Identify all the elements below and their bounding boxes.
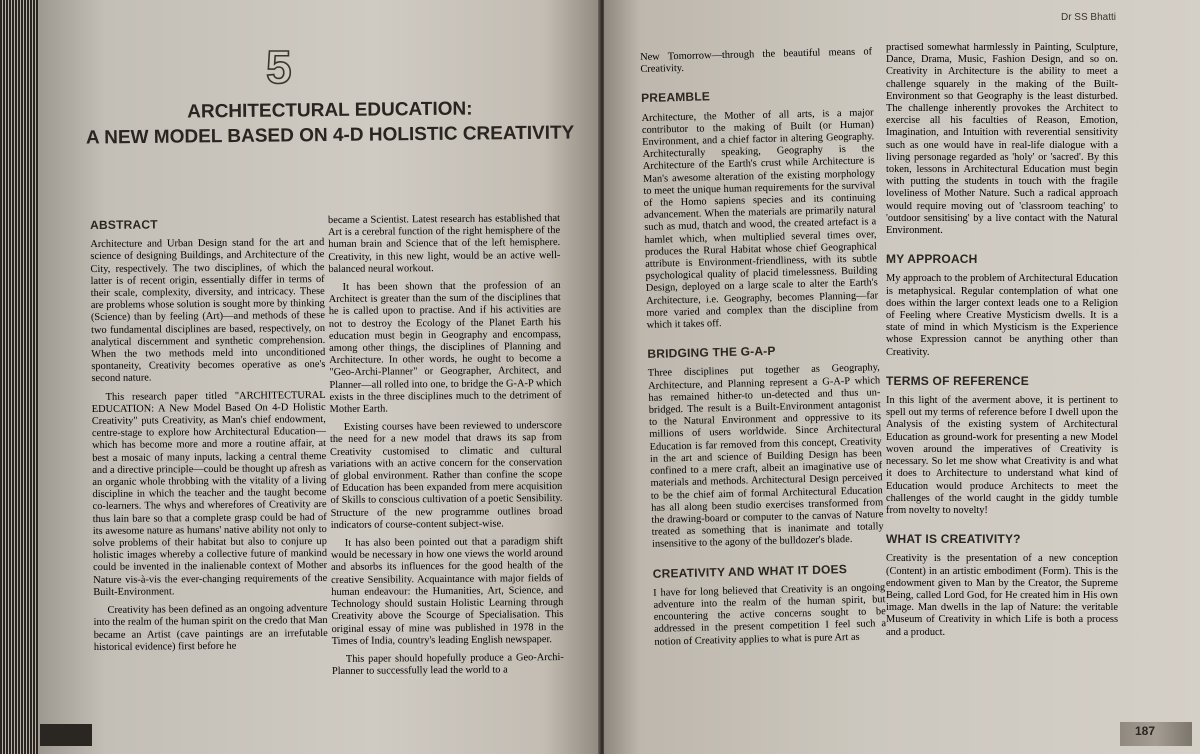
paragraph: Creativity has been defined as an ongoing adventure into the realm of the human spirit on the credo that Man became an Artist (cave paintings are an irrefutable historical evidence) first before he — [93, 603, 328, 653]
paragraph: Existing courses have been reviewed to underscore the need for a new model that draws its sap from Creativity customised to climatic and cultural variations with an active concern for the conservation of global environment. Rather than confine the scope of Education has been expanded from mere acquisition of Skills to conscious cultivation of a poetic Sensibility. Structure of the new programme outlines broad indicators of course-content subject-wise. — [329, 420, 563, 531]
heading-preamble: PREAMBLE — [640, 89, 711, 106]
paragraph: It has been shown that the profession of an Architect is greater than the sum of the disciplines that he is called upon to practise. And if his activities are not to destroy the Ecology of the Planet Earth his education must begin in Geography and encompass, among other things, the disciplines of Planning and Architecture. In other words, he ought to become a "Geo-Archi-Planner" or Geographer, Architect, and Planner—all rolled into one, to bridge the G-A-P which exists in the three disciplines much to the detriment of Mother Earth. — [328, 280, 562, 416]
heading-bridging-the-gap: BRIDGING THE G-A-P — [647, 344, 776, 362]
chapter-number: 5 — [266, 41, 292, 93]
paragraph: Architecture and Urban Design stand for the art and science of designing Buildings, and Architecture of the City, respectively. The two disciplines, of which the latter is of recent origin, essentially differ in terms of their scale, complexity, diversity, and intricacy. These are problems whose solution is sought more by thinking (Science) than by feeling (Art)—and methods of these two fundamental disciplines are based, respectively, on analytical discernment and synthetic comprehension. When the two methods meld into unconditioned spontaneity, Creativity becomes operative as one's second nature. — [90, 237, 326, 385]
chapter-title-line1: ARCHITECTURAL EDUCATION: — [187, 98, 473, 123]
paragraph: Architecture, the Mother of all arts, is a major contributor to the making of Built (or Human) Environment, and a chief factor in altering Geography. Architecturally speaking, Geography is the Architecture of the Earth's crust while Architecture is Man's awesome alteration of the existing morphology to meet the unique human requirements for the survival of the Homo sapiens species and its continuing advancement. When the materials are primarily natural such as mud, thatch and wood, the created artefact is a hamlet which, when multiplied several times over, produces the Rural Habitat whose chief Geographical attribute is Environment-friendliness, with its subtle psychological quality of placid timelessness. Building Design, deployed on a large scale to alter the Earth's Architecture, i.e. Geography, becomes Planning—far more varied and complex than the discipline from which it takes off. — [641, 106, 879, 331]
paragraph: My approach to the problem of Architectural Education is metaphysical. Regular contemplation of what one does within the larger context leads one to a Religion of Feeling where Creative Mysticism dwells. It is a state of mind in which Mysticism is the Experience whose Expression cannot be anything other than Creativity. — [886, 273, 1118, 358]
heading-my-approach: MY APPROACH — [886, 252, 978, 267]
paragraph: practised somewhat harmlessly in Painting, Sculpture, Dance, Drama, Music, Fashion Design, and so on. Creativity in Architecture is the ability to meet a challenge squarely in the making of the Built-Environment so that Geography is the least disturbed. The challenge inherently provokes the Architect to exercise all his faculties of Reason, Emotion, Imagination, and Intuition with reverential sensitivity such as one would have in real-life dialogue with a living personage regarded as 'holy' or 'sacred'. By this token, lessons in Architectural Education must begin with putting the students in touch with the fragile loveliness of Mother Nature. Such a radical approach would require moving out of 'classroom teaching' to 'outdoor sensitising' by a live contact with the Natural Environment. — [886, 42, 1118, 237]
page-edges — [0, 0, 38, 754]
paragraph: New Tomorrow—through the beautiful means of Creativity. — [640, 46, 873, 76]
heading-abstract: ABSTRACT — [90, 217, 158, 233]
right-column-1 — [640, 46, 887, 654]
chapter-title — [70, 95, 590, 150]
heading-terms-of-reference: TERMS OF REFERENCE — [886, 373, 1029, 388]
paragraph: became a Scientist. Latest research has established that Art is a cerebral function of the right hemisphere of the human brain and Science that of the left hemisphere. Creativity, in this new light, would be an active well-balanced neural workout. — [327, 212, 561, 275]
left-folio-bar — [40, 724, 92, 746]
paragraph: In this light of the averment above, it is pertinent to spell out my terms of reference before I dwell upon the Analysis of the existing system of Architectural Education as ground-work for presenting a new Model woven around the imperatives of Creativity is necessary. So let me show what Creativity is and what it does to Architecture to understand what kind of Education would produce Architects to meet the challenges of the world caught in the giddy tumble from novelty to novelty! — [886, 395, 1118, 516]
heading-what-is-creativity: WHAT IS CREATIVITY? — [886, 532, 1021, 547]
page-number: 187 — [1134, 724, 1156, 738]
left-column-2 — [328, 213, 564, 684]
right-column-2 — [886, 42, 1118, 645]
paragraph: I have for long believed that Creativity is an ongoing adventure into the realm of the human spirit, but encountering the active concerns sought to be addressed in the present competition I feel such a notion of Creativity applies to what is pure Art as — [653, 581, 887, 648]
paragraph: It has also been pointed out that a paradigm shift would be necessary in how one views the world around and absorbs its influences for the good health of the creative Sensibility. Acquaintance with major fields of human endeavour: the Humanities, Art, Science, and Technology should sustain Holistic Learning through Creativity above the Scourge of Specialisation. This original essay of mine was published in 1978 in the Times of India, country's leading English newspaper. — [330, 536, 564, 647]
heading-creativity-and-what-it-does: CREATIVITY AND WHAT IT DOES — [652, 561, 848, 581]
paragraph: This paper should hopefully produce a Geo-Archi-Planner to successfully lead the world to a — [331, 651, 564, 678]
paragraph: Three disciplines put together as Geography, Architecture, and Planning represent a G-A-P which has remained hither-to un-detected and thus un-bridged. The result is a Built-Environment antagonist to the Natural Environment and oppressive to its millions of users worldwide. Since Architectural Education is far removed from this concept, Creativity in the art and science of Building Design has been confined to a mere craft, albeit an imaginative use of materials and methods. Architectural Design perceived to be the chief aim of formal Architectural Education has all along been studio exercises transformed from the drawing-board or computer to the canvas of Nature treated as something that is inanimate and totally insensitive to the agony of the bulldozer's blade. — [647, 362, 884, 551]
chapter-title-line2: A NEW MODEL BASED ON 4-D HOLISTIC CREATIVITY — [85, 122, 575, 149]
paragraph: Creativity is the presentation of a new conception (Content) in an artistic embodiment (Form). This is the endowment given to Man by the Creator, the Supreme Being, called Lord God, for He created him in His own image. Man dwells in the lap of Nature: the veritable Museum of Creativity in which Life is both a process and a product. — [886, 553, 1118, 638]
left-column-1 — [90, 217, 328, 660]
paragraph: This research paper titled "ARCHITECTURAL EDUCATION: A New Model Based On 4-D Holistic Creativity" puts Creativity, as Man's chief endowment, centre-stage to explore how Architectural Education—which has become more and more a routine affair, at best a mosaic of many inputs, lacking a central theme and a directive principle—could be thought up afresh as an organic whole throbbing with the vitality of a living discipline in which the teacher and the taught become co-learners. The whys and wherefores of Creativity are thus lain bare so that a complete grasp could be had of its awesome nature as humans' native ability not only to solve problems of their habitat but also to conjure up holistic images whereby a collective future of mankind could be invented in the inalienable context of Mother Nature vis-à-vis the ever-changing requirements of the Built-Environment. — [91, 389, 328, 598]
running-head: Dr SS Bhatti — [1060, 12, 1116, 23]
